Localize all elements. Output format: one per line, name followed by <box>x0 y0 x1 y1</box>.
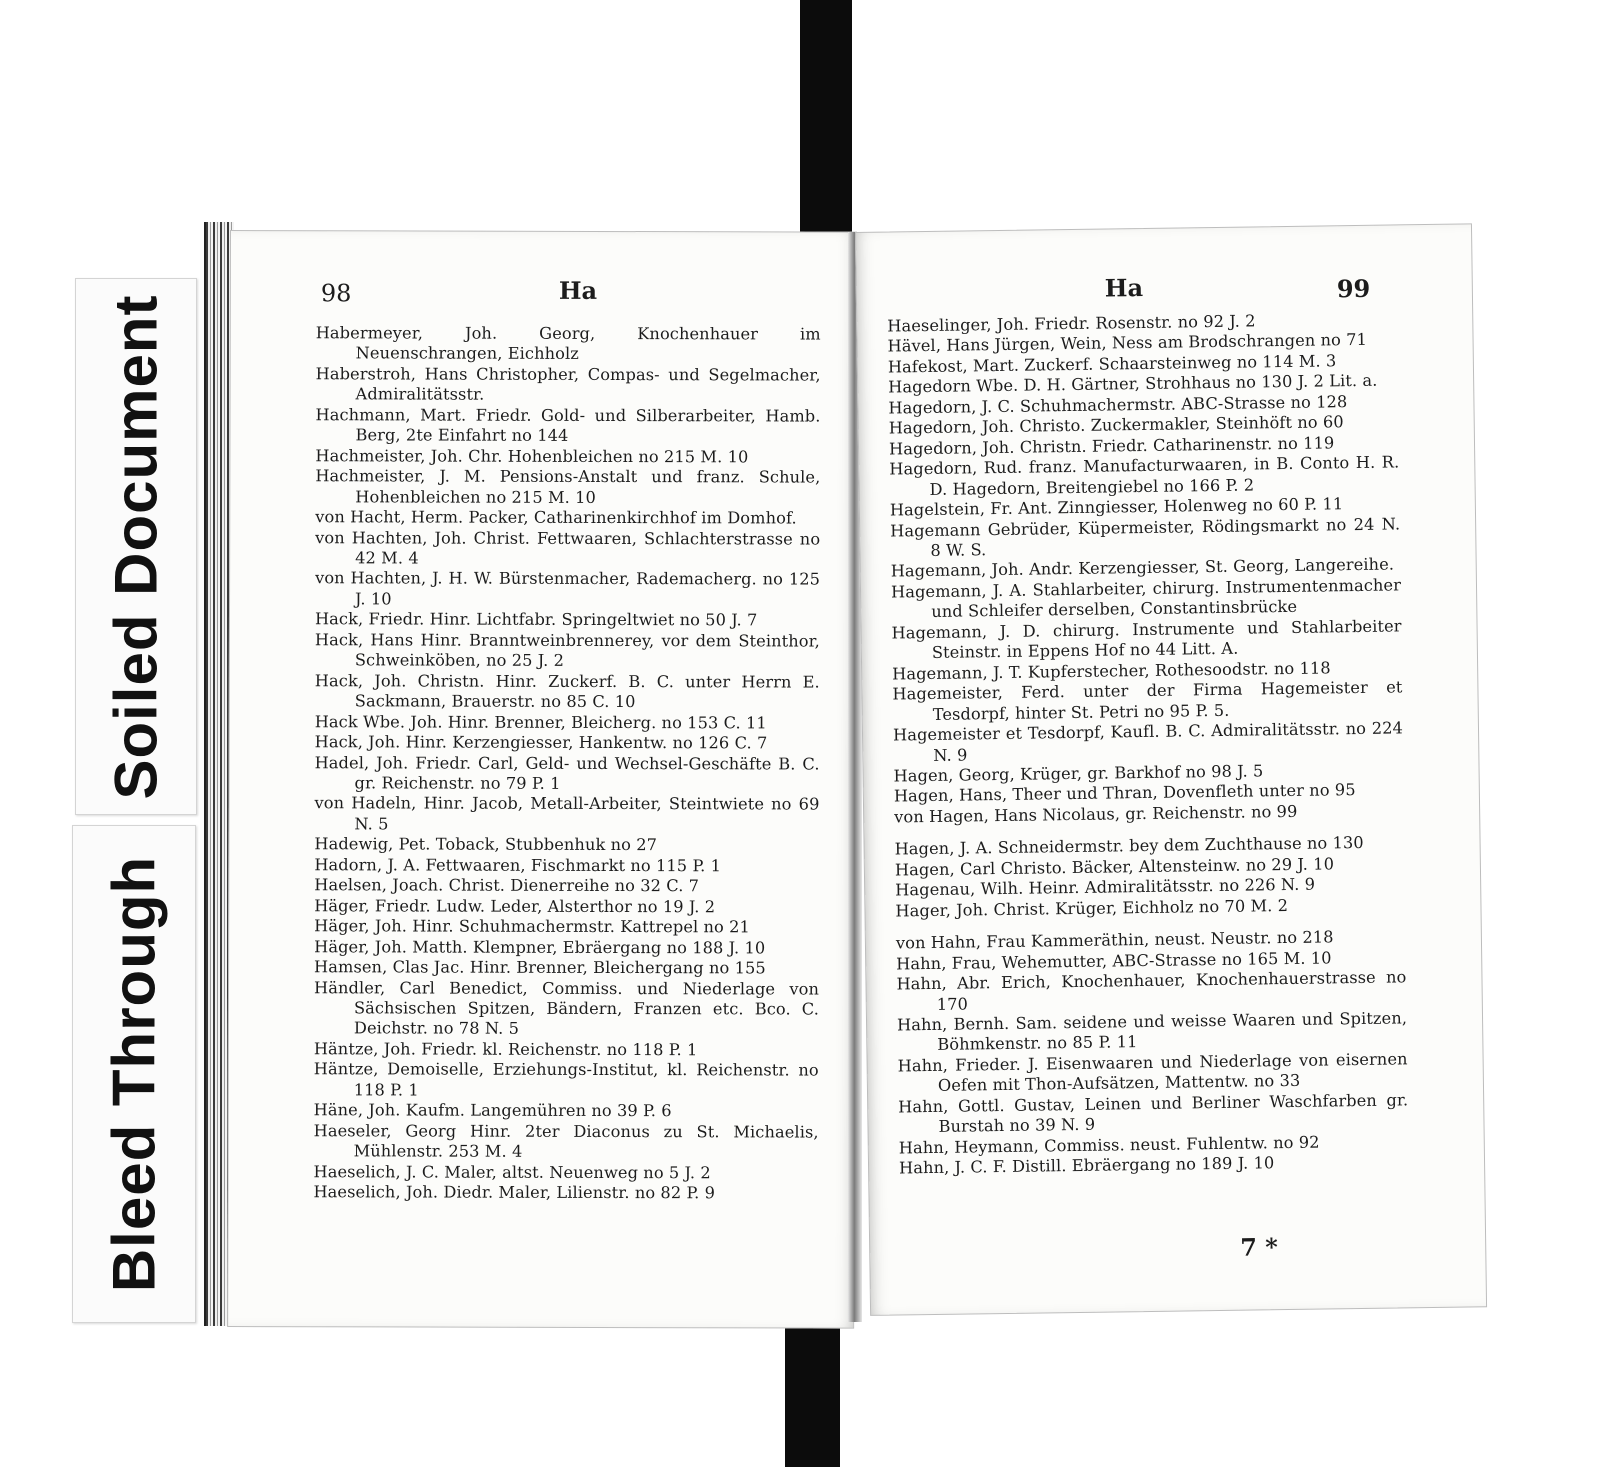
right-entry-list <box>887 309 1409 1179</box>
directory-entry: Hadel, Joh. Friedr. Carl, Geld- und Wechsel-Geschäfte B. C. gr. Reichenstr. no 79 P. 1 <box>314 752 820 793</box>
directory-entry: von Hacht, Herm. Packer, Catharinenkirchhof im Domhof. <box>315 507 797 528</box>
signature-mark: 7 * <box>1240 1232 1279 1262</box>
directory-entry: Hahn, Abr. Erich, Knochenhauer, Knochenhauerstrasse no 170 <box>896 967 1407 1014</box>
directory-entry: Hahn, Bernh. Sam. seidene und weisse Waaren und Spitzen, Böhmkenstr. no 85 P. 11 <box>896 1008 1408 1055</box>
directory-entry: Hack, Joh. Christn. Hinr. Zuckerf. B. C. unter Herrn E. Sackmann, Brauerstr. no 85 C. 10 <box>314 670 820 712</box>
bleed-through-label: Bleed Through <box>100 855 168 1293</box>
directory-entry: Haeseler, Georg Hinr. 2ter Diaconus zu St. Michaelis, Mühlenstr. 253 M. 4 <box>313 1120 819 1161</box>
directory-entry: Hagemann, Joh. Andr. Kerzengiesser, St. Georg, Langereihe. <box>890 554 1395 581</box>
left-page-number: 98 <box>320 279 352 308</box>
directory-entry: Hagelstein, Fr. Ant. Zinngiesser, Holenweg no 60 P. 11 <box>889 494 1344 520</box>
right-running-head: Ha <box>1104 272 1144 303</box>
directory-entry: Haberstroh, Hans Christopher, Compas- und Segelmacher, Admiralitätsstr. <box>315 364 821 405</box>
directory-entry: Häger, Friedr. Ludw. Leder, Alsterthor no 19 J. 2 <box>314 895 716 916</box>
directory-entry: Hagemeister et Tesdorpf, Kaufl. B. C. Admiralitätsstr. no 224 N. 9 <box>892 718 1404 765</box>
directory-entry: Hahn, Frieder. J. Eisenwaaren und Niederlage von eisernen Oefen mit Thon-Aufsätzen, Mattentw. no 33 <box>897 1049 1408 1096</box>
directory-entry: Haeselich, Joh. Diedr. Maler, Lilienstr. no 82 P. 9 <box>313 1182 716 1203</box>
directory-entry: Hafekost, Mart. Zuckerf. Schaarsteinweg no 114 M. 3 <box>887 351 1337 377</box>
bottom-black-strip <box>785 1312 840 1467</box>
directory-entry: Hachmeister, Joh. Chr. Hohenbleichen no 215 M. 10 <box>315 445 749 467</box>
directory-entry: Häger, Joh. Hinr. Schuhmachermstr. Kattrepel no 21 <box>314 916 750 937</box>
directory-entry: von Hahn, Frau Kammeräthin, neust. Neustr. no 218 <box>895 927 1334 953</box>
directory-entry: Hachmeister, J. M. Pensions-Anstalt und franz. Schule, Hohenbleichen no 215 M. 10 <box>315 466 821 507</box>
directory-entry: Hagen, Georg, Krüger, gr. Barkhof no 98 J. 5 <box>893 761 1264 786</box>
directory-entry: Hadewig, Pet. Toback, Stubbenhuk no 27 <box>314 834 658 855</box>
directory-entry: Hagedorn, Joh. Christn. Friedr. Catharinenstr. no 119 <box>888 433 1335 459</box>
directory-entry: Hack, Joh. Hinr. Kerzengiesser, Hankentw. no 126 C. 7 <box>314 732 768 753</box>
directory-entry: Hachmann, Mart. Friedr. Gold- und Silberarbeiter, Hamb. Berg, 2te Einfahrt no 144 <box>315 405 821 446</box>
soiled-document-label: Soiled Document <box>102 293 170 800</box>
bleed-through-tab <box>72 825 196 1323</box>
directory-entry: Hagedorn, Joh. Christo. Zuckermakler, Steinhöft no 60 <box>888 412 1344 438</box>
right-page-number: 99 <box>1336 273 1371 304</box>
right-page <box>855 223 1487 1316</box>
directory-entry: Haeselich, J. C. Maler, altst. Neuenweg no 5 J. 2 <box>313 1161 711 1182</box>
directory-entry: Hagedorn, J. C. Schuhmachermstr. ABC-Strasse no 128 <box>888 391 1348 418</box>
directory-entry: Häntze, Demoiselle, Erziehungs-Institut, kl. Reichenstr. no 118 P. 1 <box>313 1059 819 1100</box>
directory-entry: Hack Wbe. Joh. Hinr. Brenner, Bleicherg. no 153 C. 11 <box>314 711 767 733</box>
directory-entry: Hadorn, J. A. Fettwaaren, Fischmarkt no 115 P. 1 <box>314 855 722 876</box>
directory-entry: Hagen, J. A. Schneidermstr. bey dem Zuchthause no 130 <box>894 833 1364 859</box>
directory-entry: Hahn, Frau, Wehemutter, ABC-Strasse no 165 M. 10 <box>896 948 1332 974</box>
directory-entry: Haelsen, Joach. Christ. Dienerreihe no 32 C. 7 <box>314 875 700 896</box>
directory-entry: Hagemann, J. A. Stahlarbeiter, chirurg. Instrumentenmacher und Schleifer derselben, Constantinsbrücke <box>890 575 1402 622</box>
left-entry-list <box>313 323 820 1204</box>
directory-entry: Hagemeister, Ferd. unter der Firma Hagemeister et Tesdorpf, hinter St. Petri no 95 P. 5. <box>892 677 1403 724</box>
directory-entry: Habermeyer, Joh. Georg, Knochenhauer im Neuenschrangen, Eichholz <box>315 323 821 364</box>
directory-entry: von Hadeln, Hinr. Jacob, Metall-Arbeiter, Steintwiete no 69 N. 5 <box>314 793 820 834</box>
directory-entry: Hagemann, J. T. Kupferstecher, Rothesoodstr. no 118 <box>892 658 1331 684</box>
directory-entry: Häger, Joh. Matth. Klempner, Ebräergang no 188 J. 10 <box>314 936 766 957</box>
directory-entry: Hagedorn, Rud. franz. Manufacturwaaren, in B. Conto H. R. D. Hagedorn, Breitengiebel no 166 P. 2 <box>889 452 1400 499</box>
directory-entry: Hagen, Hans, Theer und Thran, Dovenfleth unter no 95 <box>893 780 1356 806</box>
left-page <box>227 230 857 1329</box>
directory-entry: Hagen, Carl Christo. Bäcker, Altensteinw. no 29 J. 10 <box>894 854 1335 880</box>
directory-entry: Hahn, Heymann, Commiss. neust. Fuhlentw. no 92 <box>898 1132 1320 1158</box>
directory-entry: Hahn, Gottl. Gustav, Leinen und Berliner Waschfarben gr. Burstah no 39 N. 9 <box>898 1090 1409 1137</box>
soiled-document-tab <box>75 278 197 815</box>
directory-entry: Händler, Carl Benedict, Commiss. und Niederlage von Sächsischen Spitzen, Bändern, Franzen etc. Bco. C. Deichstr. no 78 N. 5 <box>313 977 820 1039</box>
directory-entry: Hahn, J. C. F. Distill. Ebräergang no 189 J. 10 <box>898 1153 1275 1178</box>
directory-entry: Häne, Joh. Kaufm. Langemühren no 39 P. 6 <box>313 1100 672 1121</box>
directory-entry: von Hachten, J. H. W. Bürstenmacher, Rademacherg. no 125 J. 10 <box>315 568 821 609</box>
directory-entry: Hack, Hans Hinr. Branntweinbrennerey, vor dem Steinthor, Schweinköben, no 25 J. 2 <box>314 630 820 671</box>
directory-entry: Hamsen, Clas Jac. Hinr. Brenner, Bleichergang no 155 <box>314 957 766 978</box>
directory-entry: Hagemann, J. D. chirurg. Instrumente und Stahlarbeiter Steinstr. in Eppens Hof no 44 Litt. A. <box>891 616 1402 663</box>
directory-entry: Hagedorn Wbe. D. H. Gärtner, Strohhaus no 130 J. 2 Lit. a. <box>888 371 1378 397</box>
directory-entry: Häntze, Joh. Friedr. kl. Reichenstr. no 118 P. 1 <box>313 1039 698 1060</box>
directory-entry: Hager, Joh. Christ. Krüger, Eichholz no 70 M. 2 <box>895 895 1289 921</box>
directory-entry: Hagenau, Wilh. Heinr. Admiralitätsstr. no 226 N. 9 <box>895 874 1316 900</box>
directory-entry: Hack, Friedr. Hinr. Lichtfabr. Springeltwiet no 50 J. 7 <box>314 609 758 630</box>
directory-entry: Hagemann Gebrüder, Küpermeister, Rödingsmarkt no 24 N. 8 W. S. <box>890 513 1401 560</box>
directory-entry: Hävel, Hans Jürgen, Wein, Ness am Brodschrangen no 71 <box>887 330 1368 357</box>
top-black-strip <box>800 0 852 232</box>
directory-entry: Haeselinger, Joh. Friedr. Rosenstr. no 92 J. 2 <box>887 311 1256 336</box>
directory-entry: von Hachten, Joh. Christ. Fettwaaren, Schlachterstrasse no 42 M. 4 <box>315 527 821 568</box>
directory-entry: von Hagen, Hans Nicolaus, gr. Reichenstr. no 99 <box>894 801 1298 827</box>
left-running-head: Ha <box>558 275 598 305</box>
